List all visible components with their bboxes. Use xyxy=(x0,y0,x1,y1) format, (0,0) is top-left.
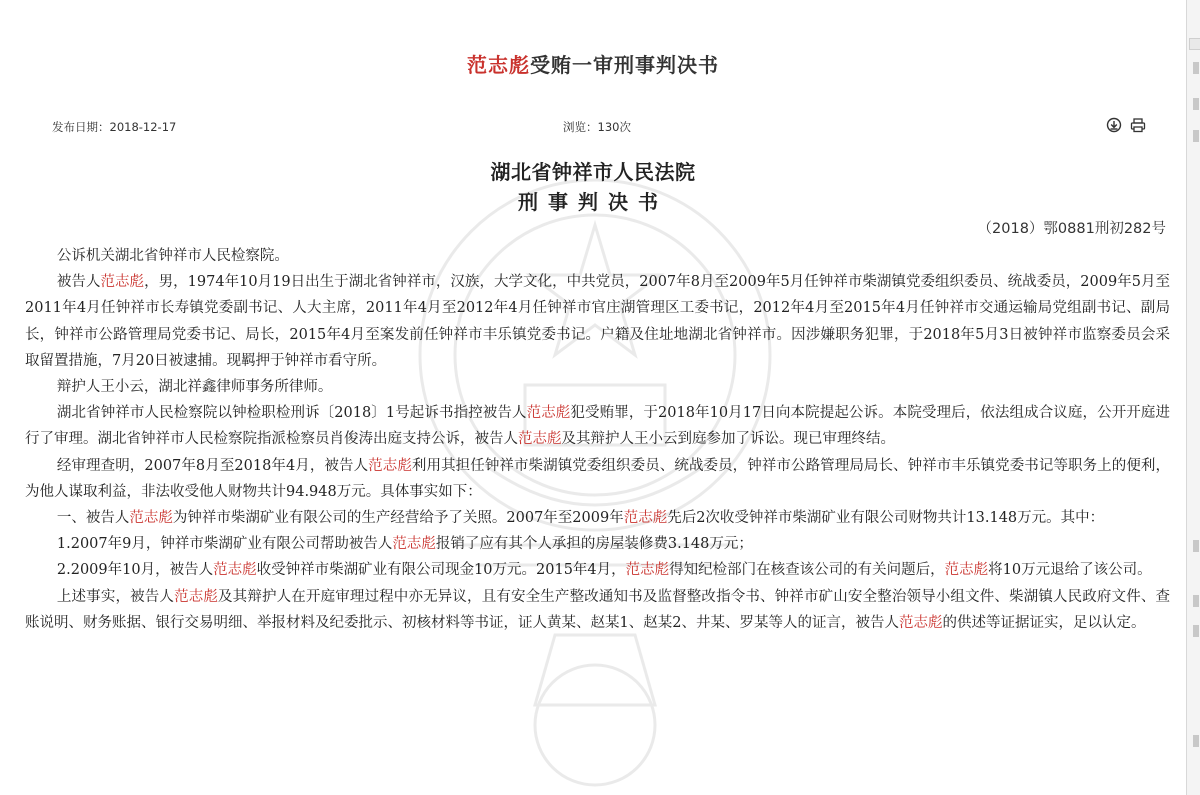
publish-date-label: 发布日期： xyxy=(52,120,110,134)
case-number: （2018）鄂0881刑初282号 xyxy=(977,221,1166,237)
body-paragraph xyxy=(25,453,1170,505)
paragraph-text: 报销了应有其个人承担的房屋装修费3.148万元； xyxy=(435,536,753,553)
document-actions xyxy=(1106,117,1146,133)
title-defendant-name: 范志彪 xyxy=(467,53,530,78)
paragraph-text: 先后2次收受钟祥市柴湖矿业有限公司财物共计13.148万元。其中： xyxy=(667,510,1105,527)
paragraph-text: 1.2007年9月，钟祥市柴湖矿业有限公司帮助被告人 xyxy=(56,536,393,553)
defendant-name: 范志彪 xyxy=(129,510,173,527)
defendant-name: 范志彪 xyxy=(944,562,989,579)
paragraph-text: 经审理查明，2007年8月至2018年4月，被告人 xyxy=(56,457,369,474)
title-rest: 受贿一审刑事判决书 xyxy=(530,53,719,78)
paragraph-text: ，男，1974年10月19日出生于湖北省钟祥市，汉族，大学文化，中共党员，2007年8月至2009年5月任钟祥市柴湖镇党委组织委员、统战委员，2009年5月至2011年4月任钟祥市长寿镇党委副书记、人大主席，2011年4月至2012年4月任钟祥市官庄湖管理区工委书记，2012年4月至2015年4月任钟祥市交通运输局党组副书记、副局长，钟祥市公路管理局党委书记、局长，2015年4月至案发前任钟祥市丰乐镇党委书记。户籍及住址地湖北省钟祥市。因涉嫌职务犯罪，于2018年5月3日被钟祥市监察委员会采取留置措施，7月20日被逮捕。现羁押于钟祥市看守所。 xyxy=(25,274,1171,369)
paragraph-text: 将10万元退给了该公司。 xyxy=(988,562,1152,579)
side-tick xyxy=(1193,98,1199,110)
side-toolbar-icon[interactable] xyxy=(1189,38,1200,50)
paragraph-text: 及其辩护人在开庭审理过程中亦无异议，且有安全生产整改通知书及监督整改指令书、钟祥市矿山安全整治领导小组文件、柴湖镇人民政府文件、查账说明、财务账据、银行交易明细、举报材料及纪委批示、初核材料等书证，证人黄某、赵某1、赵某2、井某、罗某等人的证言，被告人 xyxy=(25,588,1171,631)
paragraph-text: 得知纪检部门在核查该公司的有关问题后， xyxy=(669,562,945,579)
paragraph-text: 的供述等证据证实，足以认定。 xyxy=(942,614,1146,631)
defendant-name: 范志彪 xyxy=(526,405,571,422)
body-paragraph xyxy=(25,269,1170,374)
print-icon[interactable] xyxy=(1130,117,1146,133)
view-count-label: 浏览： xyxy=(563,120,598,134)
defendant-name: 范志彪 xyxy=(623,510,668,527)
paragraph-text: 及其辩护人王小云到庭参加了诉讼。现已审理终结。 xyxy=(561,431,895,448)
paragraph-text: 犯受贿罪，于2018年10月17日向本院提起公诉。本院受理后，依法组成合议庭，公开开庭进行了审理。湖北省钟祥市人民检察院指派检察员肖俊涛出庭支持公诉，被告人 xyxy=(25,405,1171,448)
paragraph-text: 利用其担任钟祥市柴湖镇党委组织委员、统战委员，钟祥市公路管理局局长、钟祥市丰乐镇党委书记等职务上的便利，为他人谋取利益，非法收受他人财物共计94.948万元。具体事实如下： xyxy=(25,457,1170,500)
defendant-name: 范志彪 xyxy=(518,431,562,448)
defendant-name: 范志彪 xyxy=(392,536,436,553)
publish-date xyxy=(52,119,176,135)
publish-date-value: 2018-12-17 xyxy=(109,120,177,134)
paragraph-text: 为钟祥市柴湖矿业有限公司的生产经营给予了关照。2007年至2009年 xyxy=(172,510,624,527)
defendant-name: 范志彪 xyxy=(368,457,412,474)
body-paragraph xyxy=(25,531,1170,557)
download-icon[interactable] xyxy=(1106,117,1122,133)
view-count-value: 130次 xyxy=(597,120,631,134)
paragraph-text: 公诉机关湖北省钟祥市人民检察院。 xyxy=(56,248,289,264)
paragraph-text: 辩护人王小云，湖北祥鑫律师事务所律师。 xyxy=(56,379,333,396)
side-tick xyxy=(1193,540,1199,552)
defendant-name: 范志彪 xyxy=(898,614,943,631)
body-paragraph xyxy=(25,505,1170,531)
side-tick xyxy=(1193,62,1199,74)
paragraph-text: 上述事实，被告人 xyxy=(56,588,175,605)
paragraph-text: 2.2009年10月，被告人 xyxy=(56,562,214,579)
body-paragraph xyxy=(25,557,1170,583)
defendant-name: 范志彪 xyxy=(174,588,219,605)
side-tick xyxy=(1193,735,1199,747)
view-count xyxy=(563,119,631,135)
judgment-body xyxy=(25,243,1170,636)
defendant-name: 范志彪 xyxy=(213,562,257,579)
body-paragraph xyxy=(25,374,1170,400)
paragraph-text: 湖北省钟祥市人民检察院以钟检职检刑诉〔2018〕1号起诉书指控被告人 xyxy=(56,405,527,422)
court-name: 湖北省钟祥市人民法院 xyxy=(490,160,696,184)
body-paragraph xyxy=(25,243,1170,269)
side-tick xyxy=(1193,595,1199,607)
defendant-name: 范志彪 xyxy=(100,274,145,291)
document-type: 刑事判决书 xyxy=(518,190,668,214)
page-title xyxy=(0,49,1186,78)
side-scroll-strip[interactable] xyxy=(1186,0,1200,795)
paragraph-text: 被告人 xyxy=(56,274,101,291)
body-paragraph xyxy=(25,400,1170,452)
side-tick xyxy=(1193,625,1199,637)
side-tick xyxy=(1193,130,1199,142)
paragraph-text: 一、被告人 xyxy=(56,510,130,527)
defendant-name: 范志彪 xyxy=(625,562,670,579)
paragraph-text: 收受钟祥市柴湖矿业有限公司现金10万元。2015年4月， xyxy=(256,562,626,579)
body-paragraph xyxy=(25,584,1170,636)
